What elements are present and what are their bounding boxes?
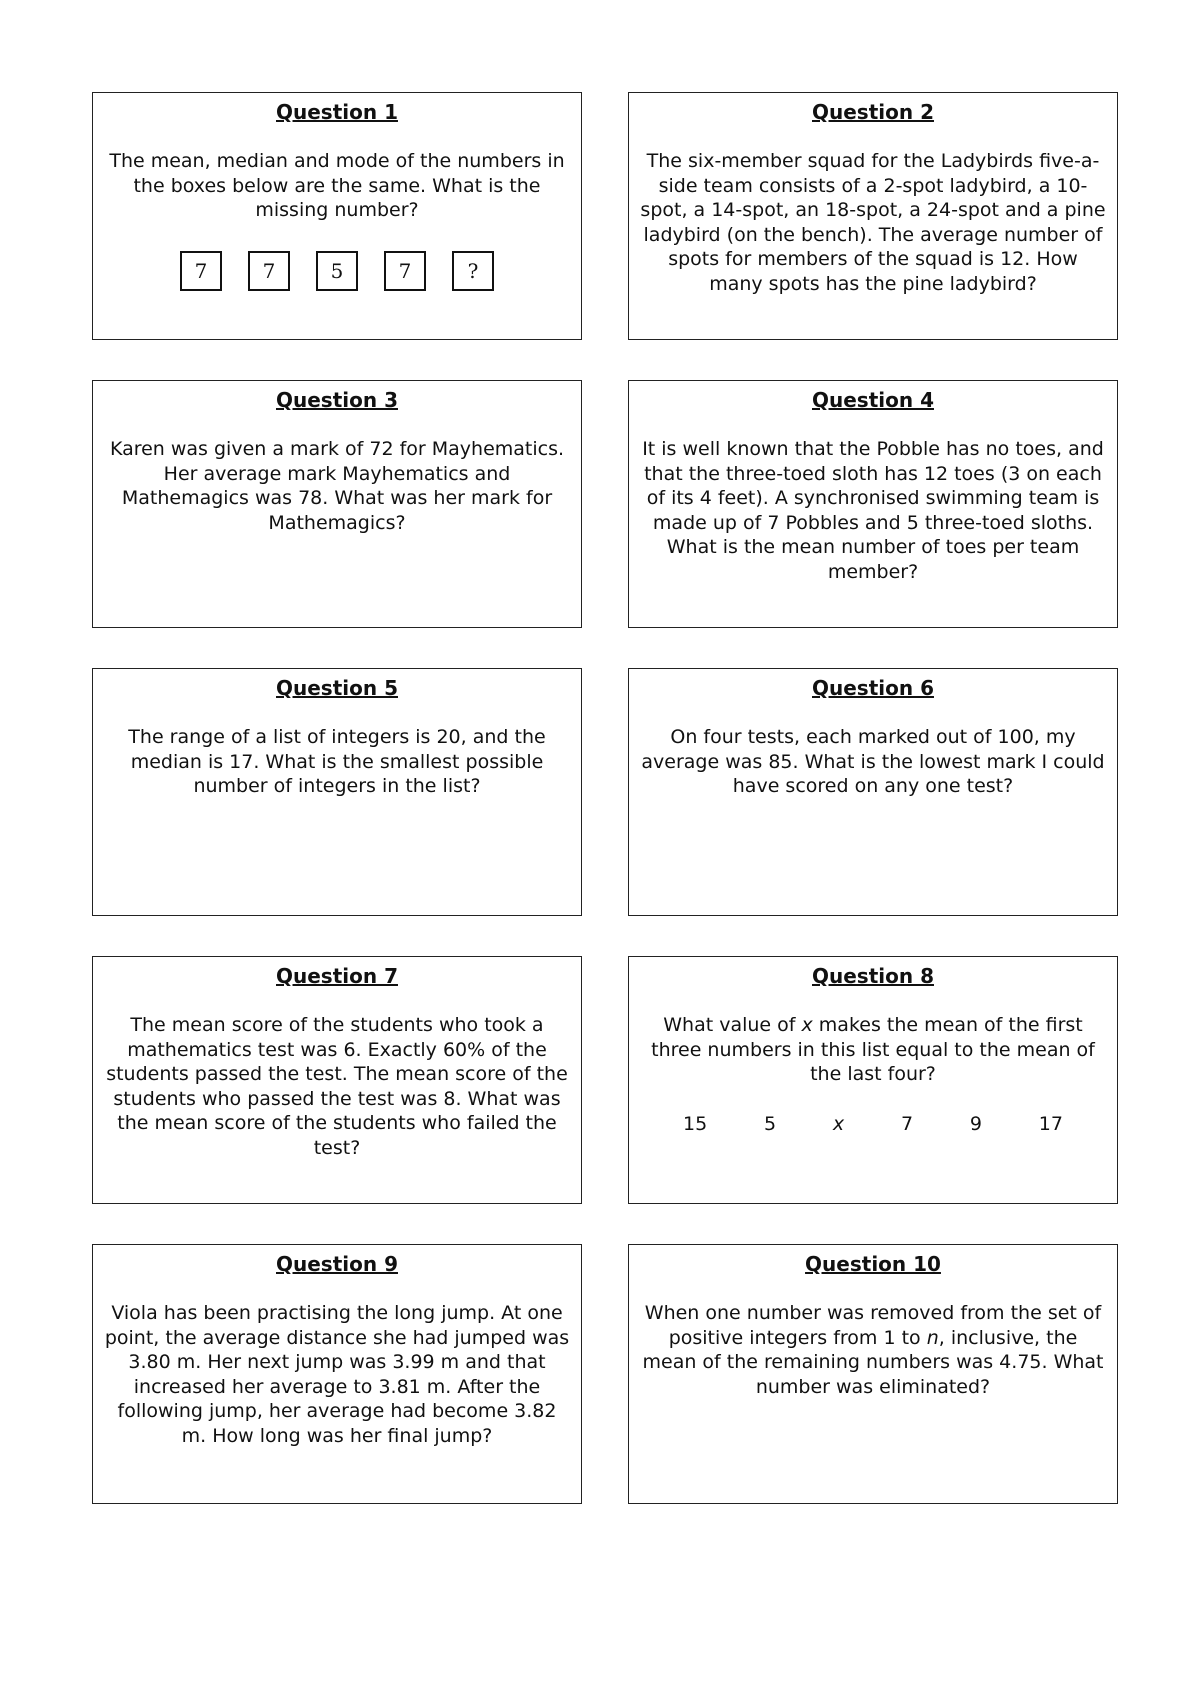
- list-number: 15: [683, 1112, 708, 1135]
- question-title: Question 7: [276, 964, 398, 988]
- question-title: Question 6: [812, 676, 934, 700]
- question-title: Question 10: [805, 1252, 941, 1276]
- question-text: The mean, median and mode of the numbers in the boxes below are the same. What is the missing number?: [109, 150, 565, 221]
- question-text-after: , inclusive, the mean of the remaining numbers was 4.75. What number was eliminated?: [642, 1326, 1104, 1398]
- question-text: It is well known that the Pobble has no toes, and that the three-toed sloth has 12 toes (3 on each of its 4 feet). A synchronised swimming team is made up of 7 Pobbles and 5 three-toed sloths. What is the mean number of toes per team member?: [642, 438, 1104, 583]
- question-text-before: What value of: [663, 1014, 796, 1036]
- list-number: 5: [764, 1112, 777, 1135]
- question-card-1: [92, 92, 582, 340]
- number-box: 7: [248, 251, 290, 291]
- question-text: The mean score of the students who took a mathematics test was 6. Exactly 60% of the students passed the test. The mean score of the students who passed the test was 8. What was the mean score of the students who failed the test?: [106, 1014, 568, 1159]
- question-card-8: [628, 956, 1118, 1204]
- question-title: Question 8: [812, 964, 934, 988]
- question-title: Question 1: [276, 100, 398, 124]
- number-boxes: [103, 251, 571, 291]
- question-text: The range of a list of integers is 20, and the median is 17. What is the smallest possible number of integers in the list?: [128, 726, 546, 797]
- question-text: Viola has been practising the long jump. At one point, the average distance she had jumped was 3.80 m. Her next jump was 3.99 m and that increased her average to 3.81 m. After the following jump, her average had become 3.82 m. How long was her final jump?: [104, 1302, 570, 1447]
- question-title: Question 9: [276, 1252, 398, 1276]
- question-card-3: [92, 380, 582, 628]
- number-list: [683, 1113, 1063, 1135]
- question-card-6: [628, 668, 1118, 916]
- list-number: 9: [969, 1112, 982, 1135]
- question-card-9: [92, 1244, 582, 1504]
- list-variable: x: [832, 1112, 845, 1135]
- question-title: Question 2: [812, 100, 934, 124]
- number-box: 7: [384, 251, 426, 291]
- number-box: 7: [180, 251, 222, 291]
- question-card-5: [92, 668, 582, 916]
- question-card-7: [92, 956, 582, 1204]
- question-text: Karen was given a mark of 72 for Mayhematics. Her average mark Mayhematics and Mathemagics was 78. What was her mark for Mathemagics?: [109, 438, 565, 534]
- question-title: Question 5: [276, 676, 398, 700]
- question-text: [639, 1301, 1107, 1399]
- list-number: 7: [900, 1112, 914, 1135]
- missing-number-box: ?: [452, 251, 494, 291]
- variable-n: n: [926, 1326, 939, 1349]
- variable-x: x: [801, 1014, 813, 1036]
- question-title: Question 3: [276, 388, 398, 412]
- question-title: Question 4: [812, 388, 934, 412]
- number-box: 5: [316, 251, 358, 291]
- list-number: 17: [1038, 1112, 1063, 1135]
- question-card-4: [628, 380, 1118, 628]
- question-text: The six-member squad for the Ladybirds five-a-side team consists of a 2-spot ladybird, a 10-spot, a 14-spot, an 18-spot, a 24-spot and a pine ladybird (on the bench). The average number of spots for members of the squad is 12. How many spots has the pine ladybird?: [640, 150, 1106, 295]
- question-text: On four tests, each marked out of 100, my average was 85. What is the lowest mark I could have scored on any one test?: [641, 726, 1105, 797]
- question-text-after: makes the mean of the first three numbers in this list equal to the mean of the last four?: [651, 1014, 1095, 1085]
- question-text: [639, 1013, 1107, 1087]
- question-text-before: When one number was removed from the set of positive integers from 1 to: [644, 1302, 1102, 1349]
- question-card-10: [628, 1244, 1118, 1504]
- question-card-2: [628, 92, 1118, 340]
